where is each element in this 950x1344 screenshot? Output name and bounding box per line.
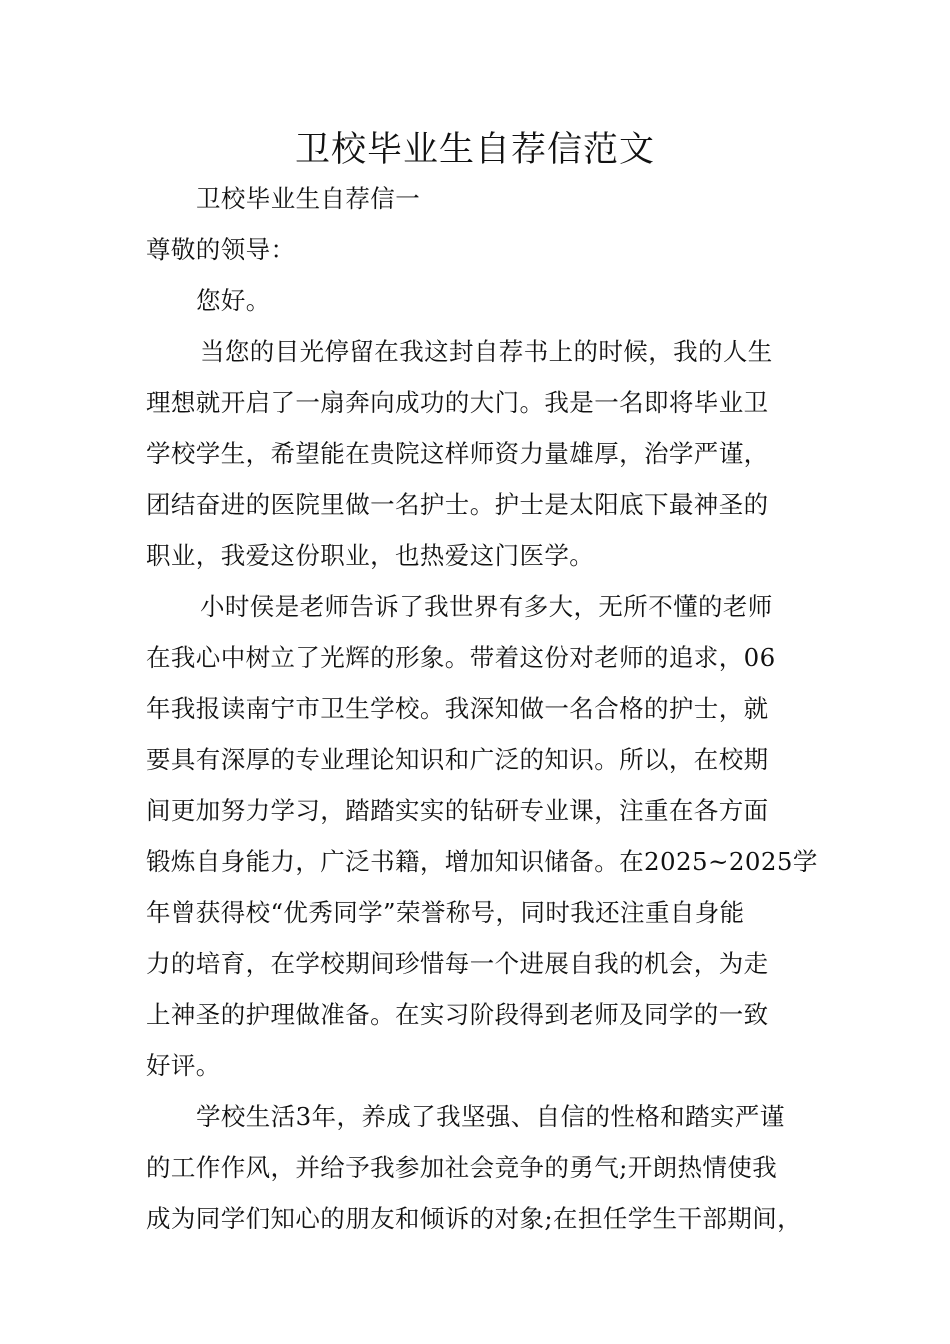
paragraph-line: 团结奋进的医院里做一名护士。护士是太阳底下最神圣的 [146,490,769,519]
paragraph-line: 小时侯是老师告诉了我世界有多大，无所不懂的老师 [200,592,773,621]
salutation: 尊敬的领导： [146,235,296,264]
paragraph-line: 间更加努力学习，踏踏实实的钻研专业课，注重在各方面 [146,796,769,825]
paragraph-line: 的工作作风，并给予我参加社会竞争的勇气;开朗热情使我 [146,1153,778,1182]
paragraph-line: 好评。 [146,1051,221,1080]
paragraph-line: 年我报读南宁市卫生学校。我深知做一名合格的护士，就 [146,694,769,723]
paragraph-line: 年曾获得校“优秀同学”荣誉称号，同时我还注重自身能 [146,898,745,927]
paragraph-line: 锻炼自身能力，广泛书籍，增加知识储备。在2025~2025学 [146,847,818,876]
paragraph-line: 理想就开启了一扇奔向成功的大门。我是一名即将毕业卫 [146,388,769,417]
paragraph-line: 在我心中树立了光辉的形象。带着这份对老师的追求，06 [146,643,776,672]
paragraph-line: 当您的目光停留在我这封自荐书上的时候，我的人生 [200,337,773,366]
paragraph-line: 学校学生，希望能在贵院这样师资力量雄厚，治学严谨， [146,439,769,468]
letter-subtitle: 卫校毕业生自荐信一 [196,184,421,213]
paragraph-line: 上神圣的护理做准备。在实习阶段得到老师及同学的一致 [146,1000,769,1029]
paragraph-line: 力的培育，在学校期间珍惜每一个进展自我的机会，为走 [146,949,769,978]
paragraph-line: 要具有深厚的专业理论知识和广泛的知识。所以，在校期 [146,745,769,774]
greeting: 您好。 [196,286,271,315]
paragraph-line: 成为同学们知心的朋友和倾诉的对象;在担任学生干部期间， [146,1204,803,1233]
paragraph-line: 学校生活3年，养成了我坚强、自信的性格和踏实严谨 [196,1102,785,1131]
document-title: 卫校毕业生自荐信范文 [294,130,655,170]
paragraph-line: 职业，我爱这份职业，也热爱这门医学。 [146,541,595,570]
